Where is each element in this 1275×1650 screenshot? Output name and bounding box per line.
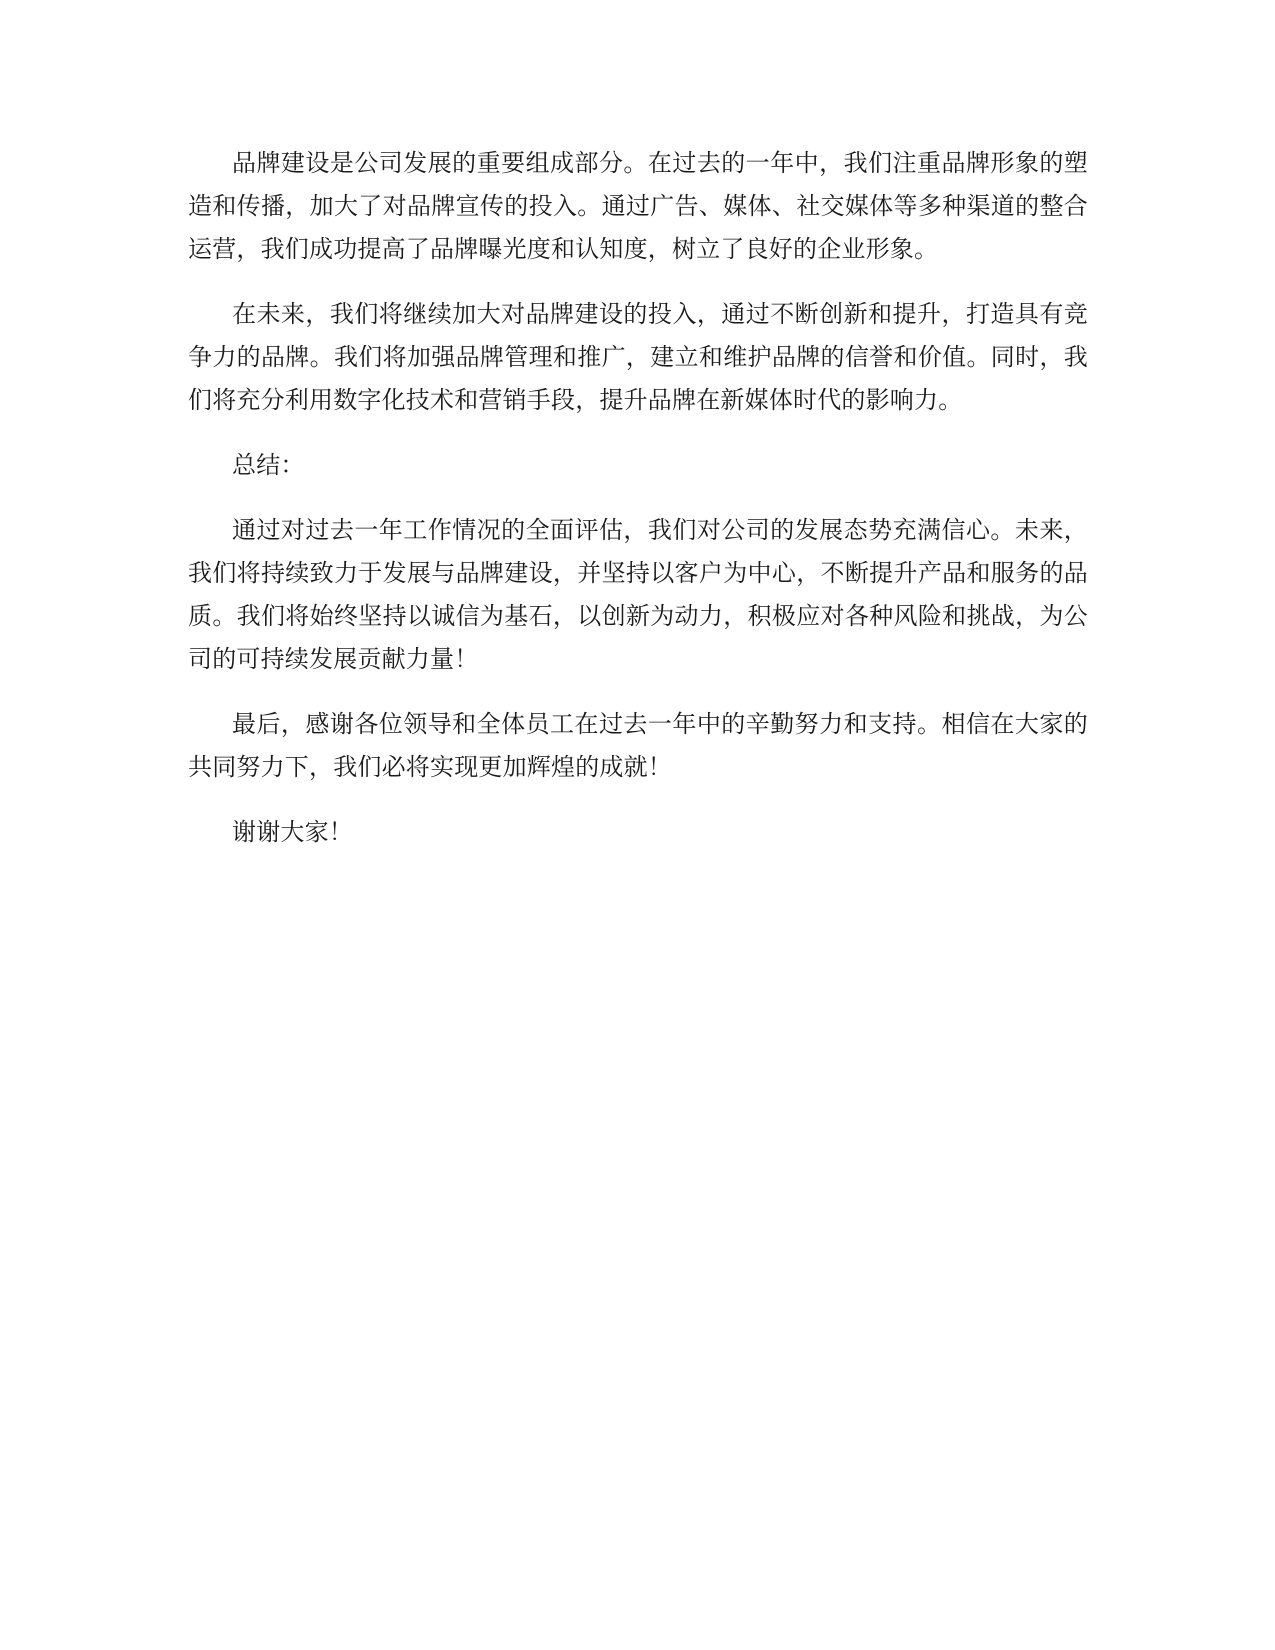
paragraph-summary: 通过对过去一年工作情况的全面评估，我们对公司的发展态势充满信心。未来，我们将持续致力于发展与品牌建设，并坚持以客户为中心，不断提升产品和服务的品质。我们将始终坚持以诚信为基石，以创新为动力，积极应对各种风险和挑战，为公司的可持续发展贡献力量！ (188, 516, 1088, 673)
document-body (188, 142, 1088, 876)
summary-heading: 总结： (232, 451, 305, 479)
paragraph-thanks: 最后，感谢各位领导和全体员工在过去一年中的辛勤努力和支持。相信在大家的共同努力下，我们必将实现更加辉煌的成就！ (188, 710, 1088, 781)
paragraph-future-plans: 在未来，我们将继续加大对品牌建设的投入，通过不断创新和提升，打造具有竞争力的品牌。我们将加强品牌管理和推广，建立和维护品牌的信誉和价值。同时，我们将充分利用数字化技术和营销手段，提升品牌在新媒体时代的影响力。 (188, 300, 1088, 414)
closing-line: 谢谢大家！ (232, 818, 353, 846)
paragraph-brand-building: 品牌建设是公司发展的重要组成部分。在过去的一年中，我们注重品牌形象的塑造和传播，加大了对品牌宣传的投入。通过广告、媒体、社交媒体等多种渠道的整合运营，我们成功提高了品牌曝光度和认知度，树立了良好的企业形象。 (188, 149, 1088, 263)
